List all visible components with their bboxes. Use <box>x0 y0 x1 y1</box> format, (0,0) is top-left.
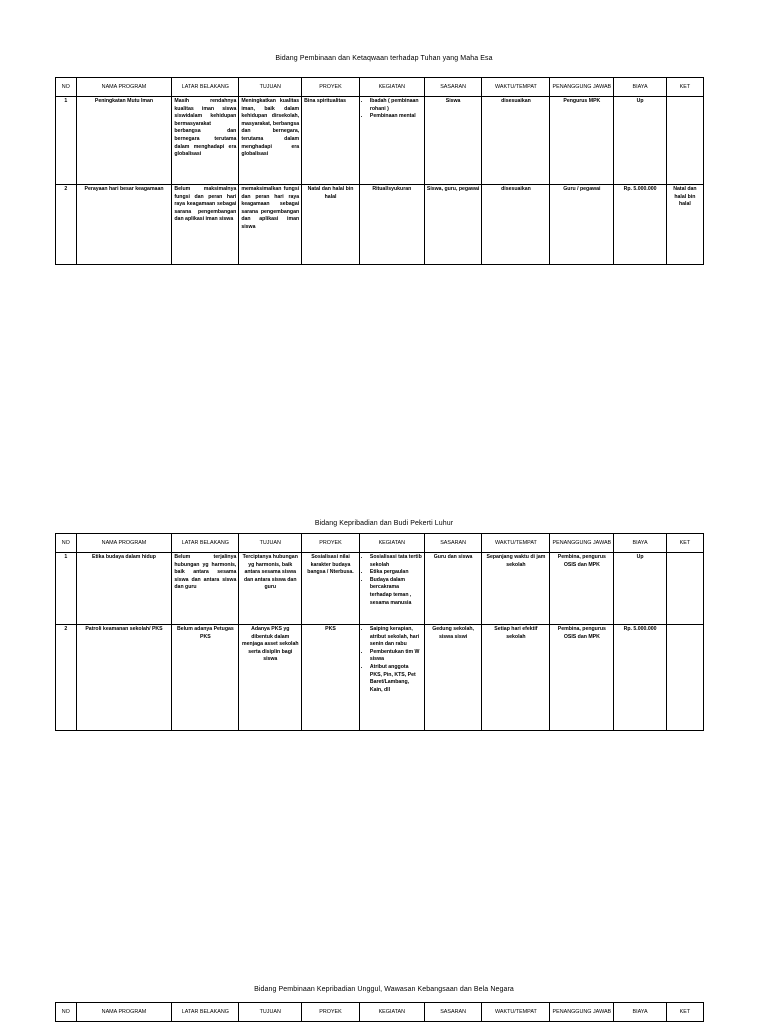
header-ket: KET <box>666 534 703 553</box>
cell-proyek: PKS <box>302 625 360 731</box>
table-row <box>56 553 704 625</box>
program-table <box>55 1002 704 1022</box>
cell-no: 2 <box>56 625 77 731</box>
header-waktu-tempat: WAKTU/TEMPAT <box>482 534 550 553</box>
kegiatan-item: • Sosialisasi tata tertib sekolah <box>370 554 422 569</box>
header-kegiatan: KEGIATAN <box>359 78 424 97</box>
cell-latar-belakang: Belum terjalinya hubungan yg harmonis, baik antara sesama siswa dan antara siswa dan guru <box>172 553 239 625</box>
cell-latar-belakang: Belum maksimalnya fungsi dan peran hari raya keagamaan sebagai sarana pengembangan dan aplikasi iman siswa <box>172 185 239 265</box>
section-title: Bidang Pembinaan dan Ketaqwaan terhadap Tuhan yang Maha Esa <box>275 55 493 62</box>
header-tujuan: TUJUAN <box>239 1003 302 1022</box>
header-biaya: BIAYA <box>614 78 667 97</box>
cell-biaya: Up <box>614 553 667 625</box>
header-nama-program: NAMA PROGRAM <box>76 78 172 97</box>
header-tujuan: TUJUAN <box>239 534 302 553</box>
cell-waktu-tempat: disesuaikan <box>482 97 550 185</box>
header-proyek: PROYEK <box>302 1003 360 1022</box>
cell-sasaran: Guru dan siswa <box>424 553 482 625</box>
header-tujuan: TUJUAN <box>239 78 302 97</box>
kegiatan-item: • Budaya dalam bercakrama terhadap teman , sesama manusia <box>370 577 422 607</box>
cell-latar-belakang: Belum adanya Petugas PKS <box>172 625 239 731</box>
cell-sasaran: Gedung sekolah, siswa siswi <box>424 625 482 731</box>
kegiatan-item: • Saiping kerapian, atribut sekolah, hari senin dan rabu <box>370 626 422 649</box>
table-header-row <box>56 1003 704 1022</box>
table-row <box>56 625 704 731</box>
cell-sasaran: Siswa <box>424 97 482 185</box>
cell-proyek: Natal dan halal bin halal <box>302 185 360 265</box>
header-penanggung-jawab: PENANGGUNG JAWAB <box>550 1003 614 1022</box>
header-no: NO <box>56 534 77 553</box>
cell-ket: Natal dan halal bin halal <box>666 185 703 265</box>
section-title: Bidang Pembinaan Kepribadian Unggul, Wawasan Kebangsaan dan Bela Negara <box>254 986 514 993</box>
cell-nama-program: Peningkatan Mutu Iman <box>76 97 172 185</box>
cell-biaya: Up <box>614 97 667 185</box>
kegiatan-item: • Ibadah ( pembinaan rohani ) <box>370 98 422 113</box>
header-penanggung-jawab: PENANGGUNG JAWAB <box>550 534 614 553</box>
header-proyek: PROYEK <box>302 534 360 553</box>
kegiatan-item: • Pembentukan tim W siswa <box>370 649 422 664</box>
cell-nama-program: Patroli keamanan sekolah/ PKS <box>76 625 172 731</box>
cell-sasaran: Siswa, guru, pegawai <box>424 185 482 265</box>
cell-no: 1 <box>56 553 77 625</box>
header-nama-program: NAMA PROGRAM <box>76 534 172 553</box>
header-waktu-tempat: WAKTU/TEMPAT <box>482 1003 550 1022</box>
kegiatan-list <box>362 626 422 694</box>
cell-waktu-tempat: Sepanjang waktu di jam sekolah <box>482 553 550 625</box>
cell-no: 2 <box>56 185 77 265</box>
cell-no: 1 <box>56 97 77 185</box>
header-sasaran: SASARAN <box>424 78 482 97</box>
cell-waktu-tempat: disesuaikan <box>482 185 550 265</box>
kegiatan-item: • Pembinaan mental <box>370 113 422 121</box>
cell-waktu-tempat: Setiap hari efektif sekolah <box>482 625 550 731</box>
header-sasaran: SASARAN <box>424 1003 482 1022</box>
kegiatan-item: • Etika pergaulan <box>370 569 422 577</box>
header-waktu-tempat: WAKTU/TEMPAT <box>482 78 550 97</box>
cell-tujuan: Adanya PKS yg dibentuk dalam menjaga asset sekolah serta disiplin bagi siswa <box>239 625 302 731</box>
cell-proyek: Bina spiritualitas <box>302 97 360 185</box>
header-latar-belakang: LATAR BELAKANG <box>172 534 239 553</box>
kegiatan-item: • Atribut anggota PKS, Pin, KTS, Pet Baret/Lambang, Kain, dll <box>370 664 422 694</box>
header-no: NO <box>56 78 77 97</box>
header-ket: KET <box>666 78 703 97</box>
header-biaya: BIAYA <box>614 534 667 553</box>
cell-penanggung-jawab: Guru / pegawai <box>550 185 614 265</box>
cell-kegiatan <box>359 625 424 731</box>
cell-kegiatan: Ritual/syukuran <box>359 185 424 265</box>
header-nama-program: NAMA PROGRAM <box>76 1003 172 1022</box>
header-latar-belakang: LATAR BELAKANG <box>172 78 239 97</box>
header-ket: KET <box>666 1003 703 1022</box>
header-biaya: BIAYA <box>614 1003 667 1022</box>
cell-nama-program: Perayaan hari besar keagamaan <box>76 185 172 265</box>
cell-proyek: Sosialisasi nilai karakter budaya bangsa / Nterbusa. <box>302 553 360 625</box>
kegiatan-list <box>362 98 422 121</box>
table-row <box>56 185 704 265</box>
header-kegiatan: KEGIATAN <box>359 1003 424 1022</box>
header-proyek: PROYEK <box>302 78 360 97</box>
cell-kegiatan <box>359 97 424 185</box>
kegiatan-list <box>362 554 422 607</box>
header-penanggung-jawab: PENANGGUNG JAWAB <box>550 78 614 97</box>
table-row <box>56 97 704 185</box>
program-table <box>55 77 704 265</box>
section-title: Bidang Kepribadian dan Budi Pekerti Luhur <box>314 520 454 527</box>
cell-ket <box>666 97 703 185</box>
cell-biaya: Rp. 5.000.000 <box>614 185 667 265</box>
cell-tujuan: Terciptanya hubungan yg harmonis, baik antara sesama siswa dan antara siswa dan guru <box>239 553 302 625</box>
header-latar-belakang: LATAR BELAKANG <box>172 1003 239 1022</box>
cell-tujuan: memaksimalkan fungsi dan peran hari raya keagamaan sebagai sarana pengembangan dan aplikasi iman siswa <box>239 185 302 265</box>
cell-penanggung-jawab: Pembina, pengurus OSIS dan MPK <box>550 553 614 625</box>
cell-kegiatan <box>359 553 424 625</box>
cell-nama-program: Etika budaya dalam hidup <box>76 553 172 625</box>
table-header-row <box>56 78 704 97</box>
header-kegiatan: KEGIATAN <box>359 534 424 553</box>
cell-ket <box>666 625 703 731</box>
cell-penanggung-jawab: Pengurus MPK <box>550 97 614 185</box>
cell-tujuan: Meningkatkan kualitas iman, baik dalam kehidupan dirsekolah, masyarakat, berbangsa dan bernegara, terutama dalam menghadapi era globalisasi <box>239 97 302 185</box>
table-header-row <box>56 534 704 553</box>
cell-biaya: Rp. 5.000.000 <box>614 625 667 731</box>
program-table <box>55 533 704 731</box>
cell-ket <box>666 553 703 625</box>
header-sasaran: SASARAN <box>424 534 482 553</box>
header-no: NO <box>56 1003 77 1022</box>
cell-penanggung-jawab: Pembina, pengurus OSIS dan MPK <box>550 625 614 731</box>
cell-latar-belakang: Masih rendahnya kualitas iman siswa siswidalam kehidupan bermasyarakat berbangsa dan bernegara terutama dalam menghadapi era globalisasi <box>172 97 239 185</box>
